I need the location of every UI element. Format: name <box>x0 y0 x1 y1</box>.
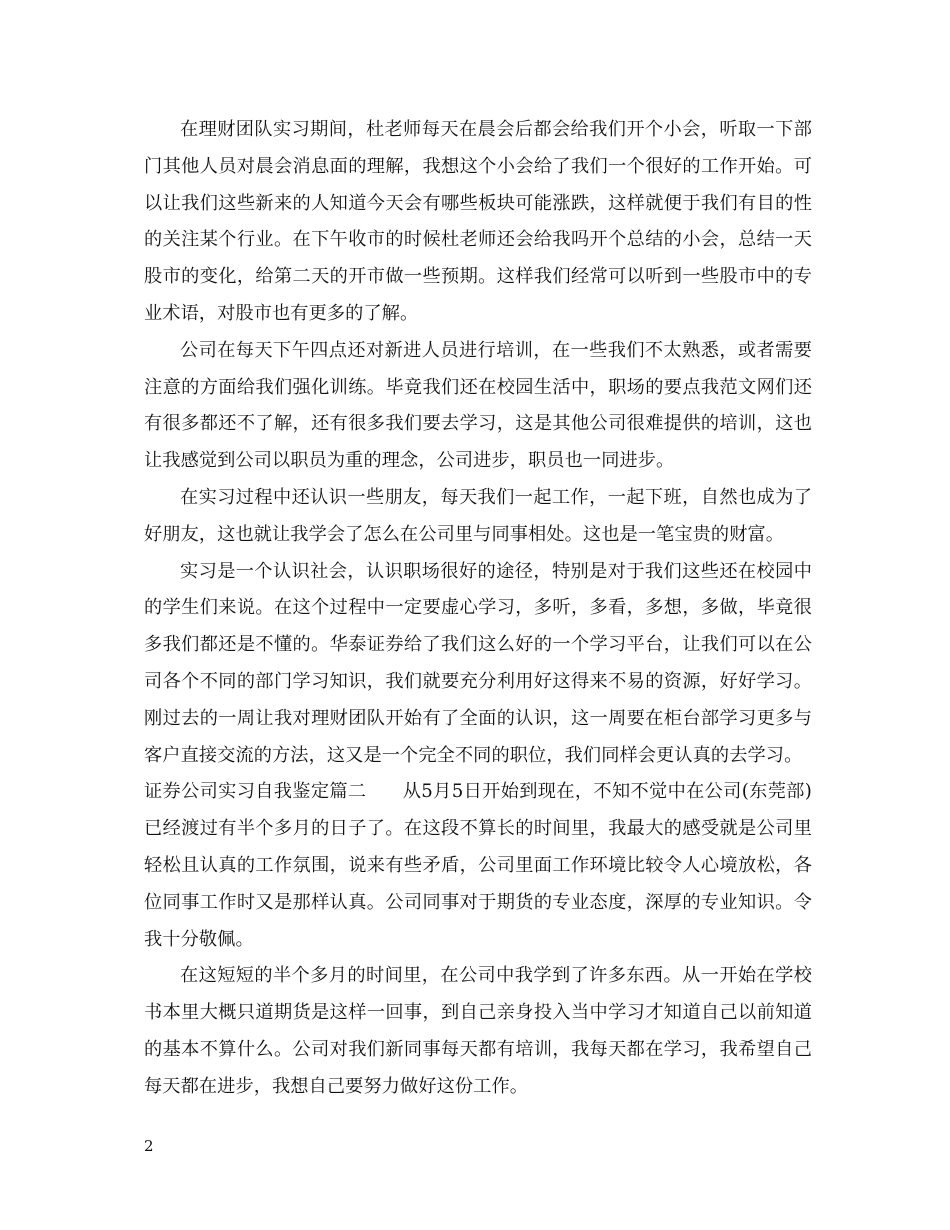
document-body <box>144 112 812 1106</box>
paragraph-friends: 在实习过程中还认识一些朋友，每天我们一起工作，一起下班，自然也成为了好朋友，这也就让我学会了怎么在公司里与同事相处。这也是一笔宝贵的财富。 <box>144 486 812 545</box>
paragraph-training: 公司在每天下午四点还对新进人员进行培训，在一些我们不太熟悉，或者需要注意的方面给我们强化训练。毕竟我们还在校园生活中，职场的要点我范文网们还有很多都还不了解，还有很多我们要去学习，这是其他公司很难提供的培训，这也让我感觉到公司以职员为重的理念，公司进步，职员也一同进步。 <box>144 339 812 472</box>
page-number: 2 <box>144 1137 154 1155</box>
section-two-opening <box>144 774 812 958</box>
section-heading: 证券公司实习自我鉴定篇二 <box>144 781 367 803</box>
paragraph-internship-team: 在理财团队实习期间，杜老师每天在晨会后都会给我们开个小会，听取一下部门其他人员对晨会消息面的理解，我想这个小会给了我们一个很好的工作开始。可以让我们这些新来的人知道今天会有哪些板块可能涨跌，这样就便于我们有目的性的关注某个行业。在下午收市的时候杜老师还会给我吗开个总结的小会，总结一天股市的变化，给第二天的开市做一些预期。这样我们经常可以听到一些股市中的专业术语，对股市也有更多的了解。 <box>144 119 812 324</box>
paragraph-learning: 在这短短的半个多月的时间里，在公司中我学到了许多东西。从一开始在学校书本里大概只道期货是这样一回事，到自己亲身投入当中学习才知道自己以前知道的基本不算什么。公司对我们新同事每天都有培训，我每天都在学习，我希望自己每天都在进步，我想自己要努力做好这份工作。 <box>144 965 812 1097</box>
paragraph-reflection: 实习是一个认识社会，认识职场很好的途径，特别是对于我们这些还在校园中的学生们来说。在这个过程中一定要虚心学习，多听，多看，多想，多做，毕竟很多我们都还是不懂的。华泰证券给了我们这么好的一个学习平台，让我们可以在公司各个不同的部门学习知识，我们就要充分利用好这得来不易的资源，好好学习。刚过去的一周让我对理财团队开始有了全面的认识，这一周要在柜台部学习更多与客户直接交流的方法，这又是一个完全不同的职位，我们同样会更认真的去学习。 <box>144 560 812 766</box>
section-first-paragraph: 从5月5日开始到现在，不知不觉中在公司(东莞部)已经渡过有半个多月的日子了。在这段不算长的时间里，我最大的感受就是公司里轻松且认真的工作氛围，说来有些矛盾，公司里面工作环境比较令人心境放松，各位同事工作时又是那样认真。公司同事对于期货的专业态度，深厚的专业知识。令我十分敬佩。 <box>144 781 812 950</box>
